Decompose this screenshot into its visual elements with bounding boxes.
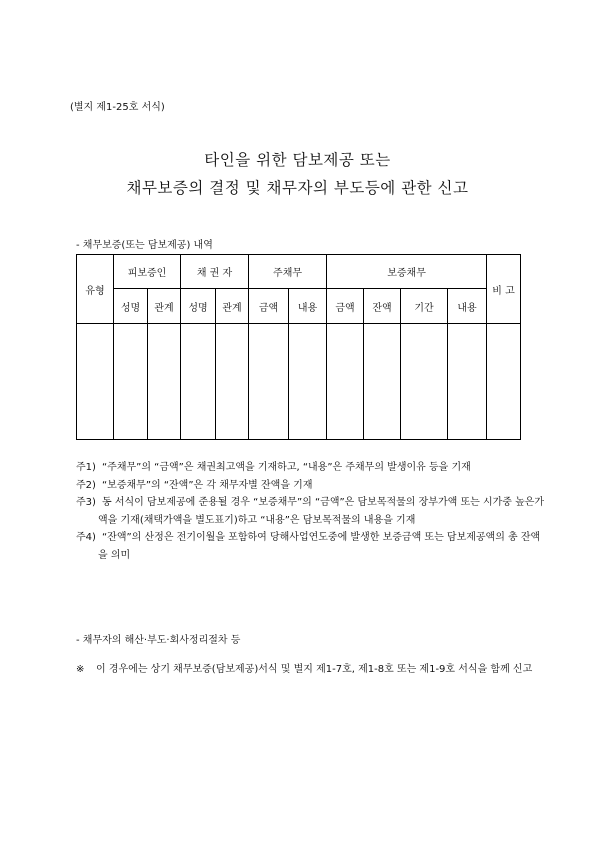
note-label: 주1): [76, 462, 96, 473]
note-label: 주2): [76, 479, 96, 491]
header-guarantee-debt: 보증채무: [327, 255, 487, 289]
remark: [76, 661, 536, 679]
subheader-amount: 금액: [249, 289, 289, 324]
table-cell[interactable]: [289, 324, 327, 440]
remark-mark: ※: [76, 664, 85, 675]
table-cell[interactable]: [249, 324, 289, 440]
subheader-balance: 잔액: [364, 289, 401, 324]
table-row: [77, 324, 521, 440]
note-text: 동 서식이 담보제공에 준용될 경우 “보증채무”의 “금액”은 담보목적물의 장부가액 또는 시가중 높은가액을 기재(채택가액을 별도표기)하고 “내용”은 담보목적물의 내용을 기재: [98, 497, 545, 526]
header-creditor: 채 권 자: [181, 255, 249, 289]
note-label: 주3): [76, 497, 96, 508]
note-text: “주채무”의 “금액”은 채권최고액을 기재하고, “내용”은 주채무의 발생이유 등을 기재: [102, 462, 471, 473]
subheader-relation: 관계: [216, 289, 249, 324]
guarantee-table: [76, 254, 521, 440]
note-item: [76, 477, 546, 495]
note-text: “잔액”의 산정은 전기이월을 포함하여 당해사업연도중에 발생한 보증금액 또는 담보제공액의 총 잔액을 의미: [98, 532, 541, 561]
table-cell[interactable]: [181, 324, 216, 440]
table-cell[interactable]: [401, 324, 448, 440]
section-guarantee-label: - 채무보증(또는 담보제공) 내역: [76, 240, 213, 251]
table-cell[interactable]: [148, 324, 181, 440]
title-line-1: 타인을 위한 담보제공 또는: [204, 151, 391, 169]
title-line-2: 채무보증의 결정 및 채무자의 부도등에 관한 신고: [126, 179, 469, 197]
table-cell[interactable]: [364, 324, 401, 440]
subheader-relation: 관계: [148, 289, 181, 324]
remark-text: 이 경우에는 상기 채무보증(담보제공)서식 및 별지 제1-7호, 제1-8호 또는 제1-9호 서식을 함께 신고: [96, 664, 533, 675]
table-cell[interactable]: [216, 324, 249, 440]
note-label: 주4): [76, 532, 96, 543]
form-number: (별지 제1-25호 서식): [70, 102, 165, 113]
header-remarks: 비 고: [487, 255, 521, 324]
note-text: “보증채무”의 “잔액”은 각 채무자별 잔액을 기재: [102, 479, 313, 491]
subheader-name: 성명: [181, 289, 216, 324]
note-item: [76, 494, 546, 529]
notes-list: [76, 459, 546, 564]
subheader-amount: 금액: [327, 289, 364, 324]
subheader-content: 내용: [289, 289, 327, 324]
header-guaranteed-person: 피보증인: [114, 255, 181, 289]
subheader-name: 성명: [114, 289, 148, 324]
note-item: [76, 529, 546, 564]
subheader-content: 내용: [448, 289, 487, 324]
note-item: [76, 459, 546, 477]
table-cell[interactable]: [448, 324, 487, 440]
section-debtor-label: - 채무자의 해산·부도·회사정리절차 등: [76, 635, 241, 646]
header-main-debt: 주채무: [249, 255, 327, 289]
subheader-period: 기간: [401, 289, 448, 324]
table-cell[interactable]: [327, 324, 364, 440]
table-cell[interactable]: [487, 324, 521, 440]
table-cell[interactable]: [77, 324, 114, 440]
table-cell[interactable]: [114, 324, 148, 440]
header-type: 유형: [77, 255, 114, 324]
